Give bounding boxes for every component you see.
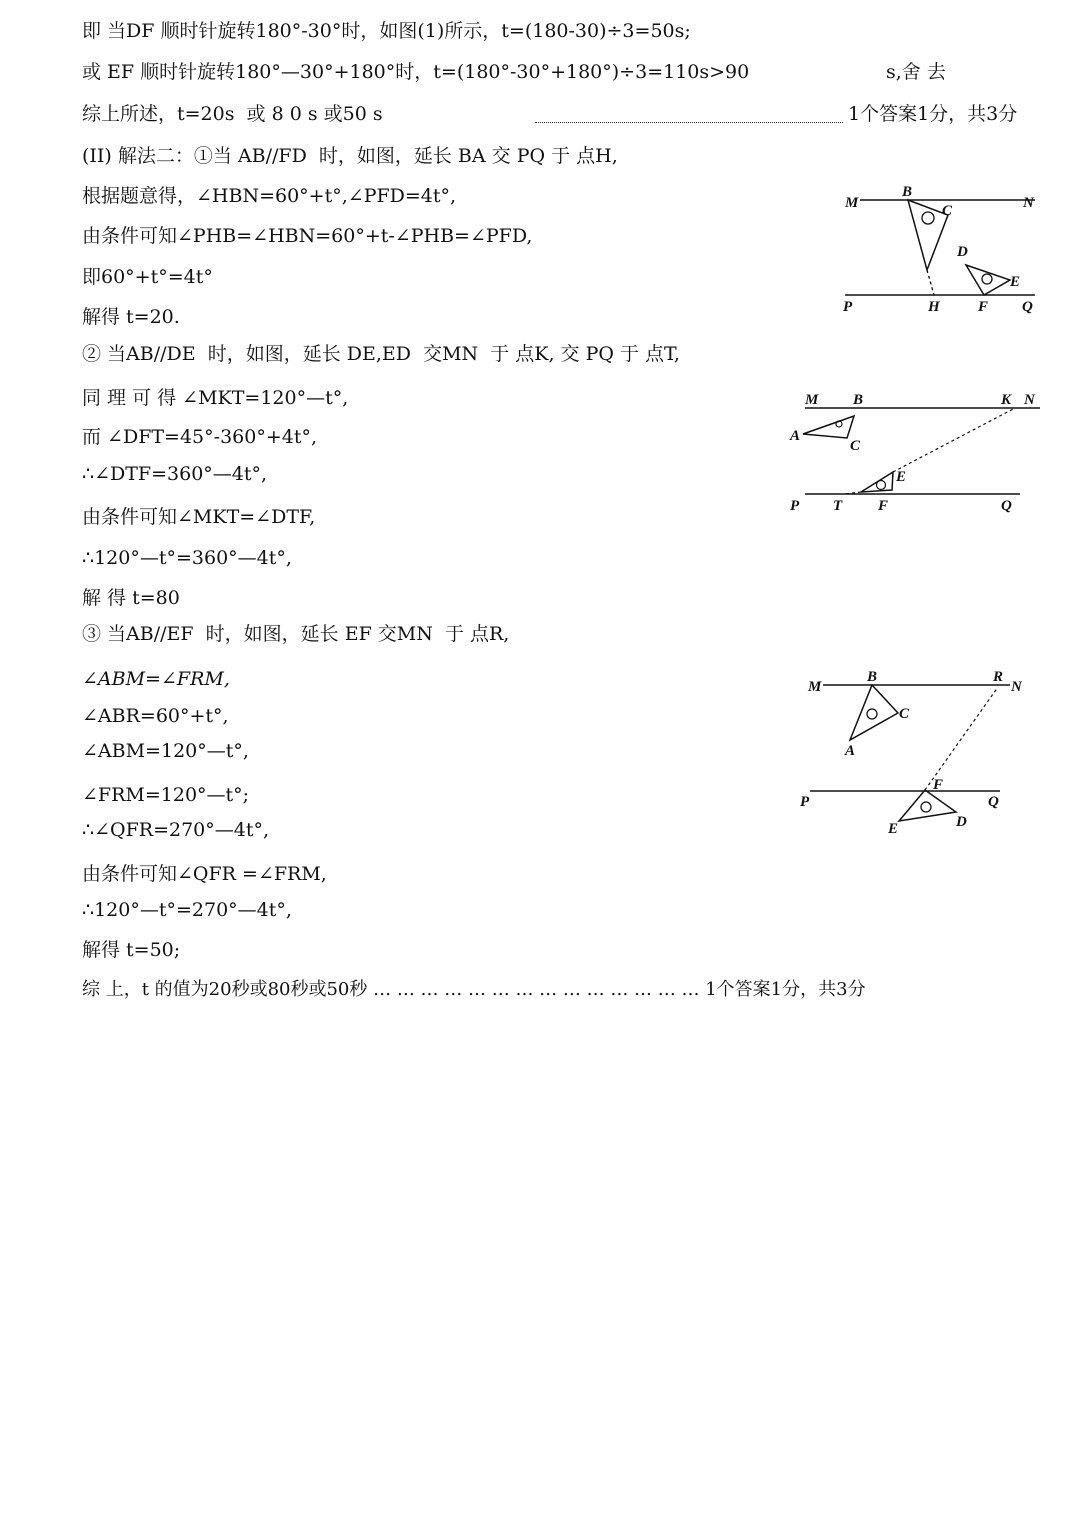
text-line-21: ∴∠QFR=270°—4t°, (82, 819, 270, 841)
text-line-6: 由条件可知∠PHB=∠HBN=60°+t-∠PHB=∠PFD, (82, 225, 533, 247)
fig2-label-C: C (850, 438, 861, 454)
fig3-label-M: M (808, 679, 822, 695)
text-line-4: (II) 解法二：①当 AB//FD 时，如图，延长 BA 交 PQ 于 点H, (82, 145, 618, 167)
text-line-23: ∴120°—t°=270°—4t°, (82, 899, 292, 921)
text-line-10: 同 理 可 得 ∠MKT=120°—t°, (82, 387, 349, 409)
fig1-label-Q: Q (1022, 299, 1033, 315)
fig2-label-N: N (1024, 392, 1035, 408)
fig3-label-E: E (888, 821, 899, 837)
text-line-5: 根据题意得，∠HBN=60°+t°,∠PFD=4t°, (82, 185, 457, 207)
text-line-2: 或 EF 顺时针旋转180°—30°+180°时，t=(180°-30°+180°)÷3=110s>90 (82, 61, 750, 83)
fig1-label-N: N (1023, 195, 1034, 211)
fig3-label-F: F (933, 777, 944, 793)
score-note-1: 1个答案1分，共3分 (848, 103, 1018, 125)
text-line-24: 解得 t=50; (82, 939, 181, 961)
fig3-label-B: B (867, 669, 878, 685)
fig3-label-N: N (1011, 679, 1022, 695)
text-line-9: ② 当AB//DE 时，如图，延长 DE,ED 交MN 于 点K, 交 PQ 于 点T, (82, 343, 680, 365)
fig2-label-E: E (896, 469, 907, 485)
text-line-19: ∠ABM=120°—t°, (82, 740, 249, 762)
figure-2 (785, 388, 1050, 518)
fig1-label-E: E (1010, 274, 1021, 290)
text-line-15: 解 得 t=80 (82, 587, 180, 609)
fig2-label-B: B (853, 392, 864, 408)
text-line-16: ③ 当AB//EF 时，如图，延长 EF 交MN 于 点R, (82, 623, 510, 645)
fig1-label-F: F (978, 299, 989, 315)
fig1-label-P: P (843, 299, 853, 315)
text-line-11: 而 ∠DFT=45°-360°+4t°, (82, 426, 318, 448)
text-line-20: ∠FRM=120°—t°; (82, 784, 250, 806)
text-line-17: ∠ABM=∠FRM, (82, 668, 230, 690)
dotted-leader (535, 122, 843, 123)
text-line-1: 即 当DF 顺时针旋转180°-30°时，如图(1)所示，t=(180-30)÷3=50s; (82, 20, 691, 42)
fig1-label-D: D (957, 244, 968, 260)
fig1-label-B: B (902, 184, 913, 200)
figure-3 (795, 665, 1045, 840)
text-line-14: ∴120°—t°=360°—4t°, (82, 547, 292, 569)
fig1-label-M: M (845, 195, 859, 211)
text-line-3: 综上所述，t=20s 或 8 0 s 或50 s (82, 103, 383, 125)
text-line-7: 即60°+t°=4t° (82, 266, 213, 288)
text-line-22: 由条件可知∠QFR =∠FRM, (82, 863, 327, 885)
fig3-label-P: P (800, 794, 810, 810)
fig1-label-H: H (928, 299, 940, 315)
text-line-12: ∴∠DTF=360°—4t°, (82, 463, 268, 485)
text-line-18: ∠ABR=60°+t°, (82, 705, 229, 727)
fig2-label-T: T (833, 498, 843, 514)
text-line-25: 综 上，t 的值为20秒或80秒或50秒 … … … … … … … … … … … … … … 1个答案1分，共3分 (82, 979, 866, 1000)
fig3-label-C: C (899, 706, 910, 722)
figure-1 (830, 180, 1060, 320)
fig3-label-Q: Q (988, 794, 999, 810)
fig2-label-A: A (790, 428, 801, 444)
fig2-label-F: F (878, 498, 889, 514)
fig2-label-Q: Q (1001, 498, 1012, 514)
fig2-label-K: K (1001, 392, 1012, 408)
fig2-label-M: M (805, 392, 819, 408)
text-line-13: 由条件可知∠MKT=∠DTF, (82, 506, 316, 528)
fig3-label-R: R (993, 669, 1004, 685)
text-line-2-tail: s,舍 去 (886, 61, 946, 83)
fig2-label-P: P (790, 498, 800, 514)
fig3-label-A: A (845, 743, 856, 759)
fig1-label-C: C (942, 203, 953, 219)
fig3-label-D: D (956, 814, 967, 830)
text-line-8: 解得 t=20. (82, 306, 180, 328)
